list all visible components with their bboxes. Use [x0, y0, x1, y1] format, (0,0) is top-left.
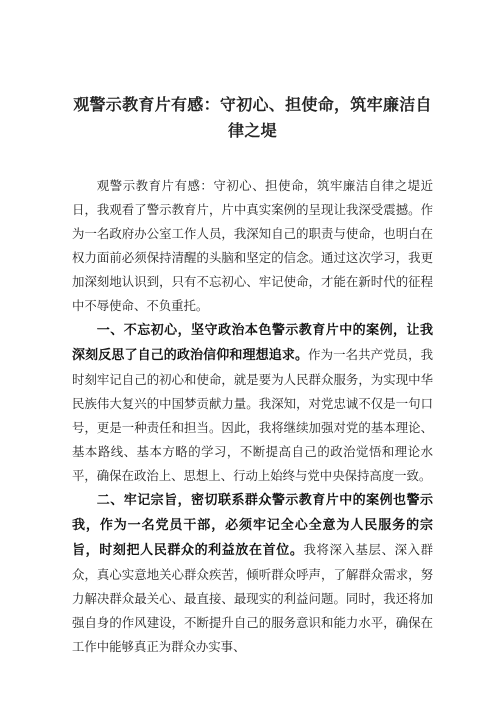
page-title: 观警示教育片有感：守初心、担使命，筑牢廉洁自律之堤	[73, 95, 432, 140]
paragraph-section-1	[72, 318, 433, 488]
paragraph-section-2	[72, 488, 433, 659]
section-2-heading: 二、牢记宗旨，密切联系群众警示教育片中的案例也警示我，作为一名党员干部，必须牢记全心全意为人民服务的宗旨，时刻把人民群众的利益放在首位。	[72, 493, 433, 558]
section-1-heading: 一、不忘初心，坚守政治本色警示教育片中的案例，让我深刻反思了自己的政治信仰和理想追求。	[72, 323, 433, 363]
section-1-text: 作为一名共产党员，我时刻牢记自己的初心和使命，就是要为人民群众服务，为实现中华民族伟大复兴的中国梦贡献力量。我深知，对党忠诚不仅是一句口号，更是一种责任和担当。因此，我将继续加强对党的基本理论、基本路线、基本方略的学习，不断提高自己的政治觉悟和理论水平，确保在政治上、思想上、行动上始终与党中央保持高度一致。	[72, 347, 433, 483]
section-2-text: 我将深入基层、深入群众，真心实意地关心群众疾苦，倾听群众呼声，了解群众需求，努力解决群众最关心、最直接、最现实的利益问题。同时，我还将加强自身的作风建设，不断提升自己的服务意识和能力水平，确保在工作中能够真正为群众办实事、	[72, 542, 433, 654]
paragraph-intro-text: 观警示教育片有感：守初心、担使命，筑牢廉洁自律之堤近日，我观看了警示教育片，片中真实案例的呈现让我深受震撼。作为一名政府办公室工作人员，我深知自己的职责与使命，也明白在权力面前必须保持清醒的头脑和坚定的信念。通过这次学习，我更加深刻地认识到，只有不忘初心、牢记使命，才能在新时代的征程中不辱使命、不负重托。	[72, 178, 433, 313]
paragraph-intro	[72, 174, 433, 318]
